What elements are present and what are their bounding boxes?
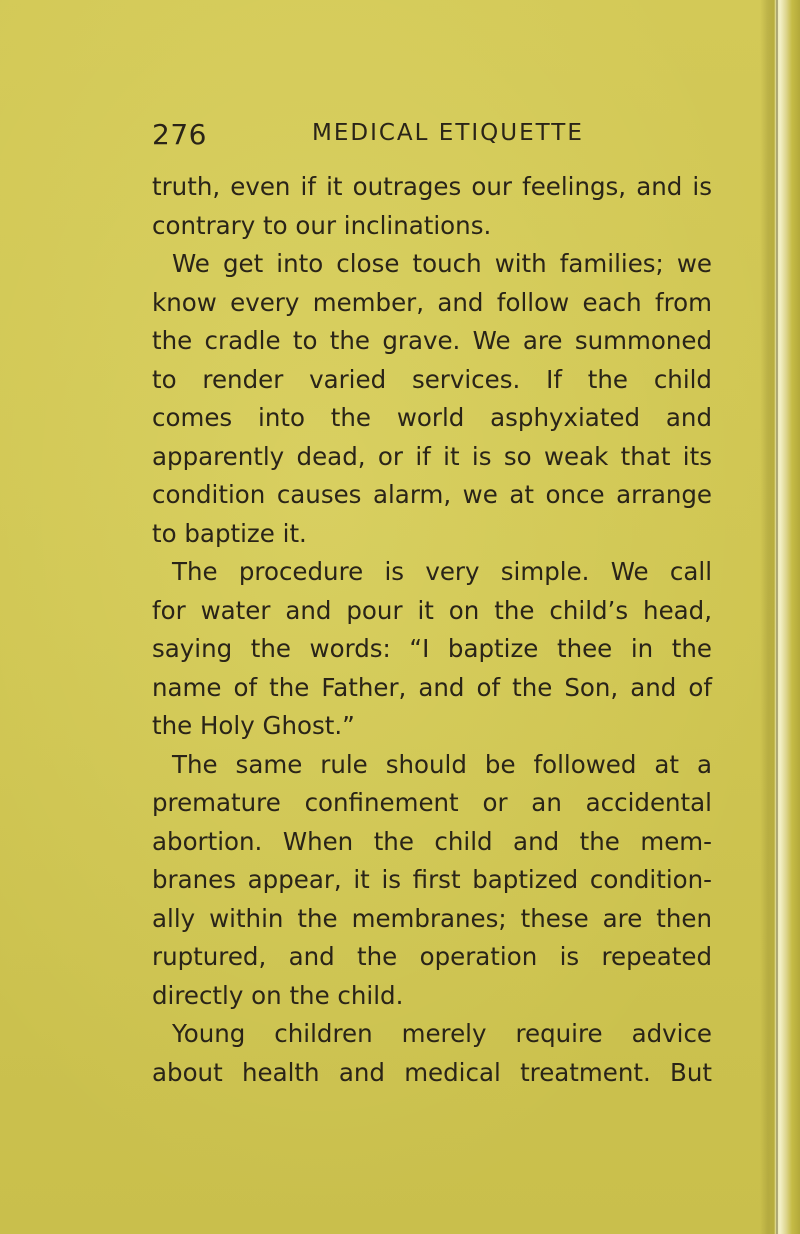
text-line: abortion. When the child and the mem- (152, 826, 712, 856)
text-line: The procedure is very simple. We call (172, 557, 712, 586)
text-line: We get into close touch with families; we (172, 249, 712, 278)
page-edge (760, 0, 800, 1234)
text-line: truth, even if it outrages our feelings, and is (152, 172, 712, 201)
page-header (152, 118, 712, 158)
text-line: directly on the child. (152, 980, 404, 1010)
page-number: 276 (152, 118, 207, 151)
body-text (152, 168, 712, 1092)
text-line: ruptured, and the operation is repeated (152, 942, 712, 971)
text-line: saying the words: “I baptize thee in the (152, 634, 712, 663)
text-line: to render varied services. If the child (152, 364, 712, 394)
text-line: comes into the world asphyxiated and (152, 403, 712, 432)
text-line: for water and pour it on the child’s head, (152, 595, 712, 625)
text-line: the cradle to the grave. We are summoned (152, 326, 712, 355)
text-line: premature confinement or an accidental (152, 788, 712, 817)
text-line: contrary to our inclinations. (152, 210, 492, 240)
text-line: know every member, and follow each from (152, 287, 712, 317)
text-line: to baptize it. (152, 518, 307, 548)
text-line: about health and medical treatment. But (152, 1057, 712, 1087)
text-line: Young children merely require advice (172, 1019, 712, 1048)
page-edge-line (776, 0, 778, 1234)
text-line: The same rule should be followed at a (172, 749, 712, 779)
text-line: ally within the membranes; these are then (152, 903, 712, 933)
text-line: branes appear, it is first baptized condition- (152, 865, 712, 894)
text-line: condition causes alarm, we at once arrange (152, 480, 712, 509)
text-line: the Holy Ghost.” (152, 711, 355, 740)
running-head: MEDICAL ETIQUETTE (312, 120, 584, 146)
text-line: name of the Father, and of the Son, and of (152, 672, 712, 702)
text-line: apparently dead, or if it is so weak that its (152, 441, 712, 471)
